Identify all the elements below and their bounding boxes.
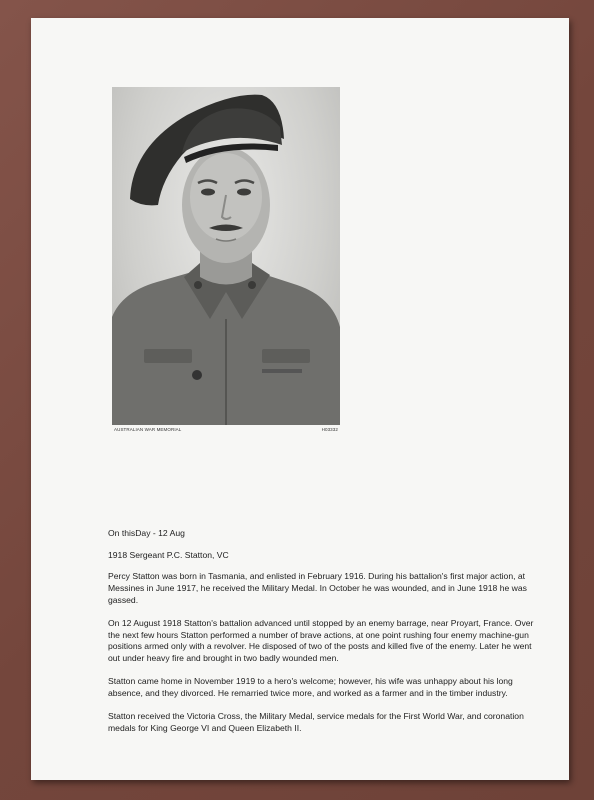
soldier-portrait-icon: [112, 87, 340, 425]
paragraph: Statton came home in November 1919 to a hero's welcome; however, his wife was unhappy about his long absence, and they divorced. He remarried twice more, and worked as a farmer and in the timber industry.: [108, 676, 513, 699]
article-body: [108, 528, 538, 746]
photo-caption: [112, 427, 340, 435]
paragraph: Statton received the Victoria Cross, the Military Medal, service medals for the First World War, and coronation medals for King George VI and Queen Elizabeth II.: [108, 711, 524, 733]
date-line: On thisDay - 12 Aug: [108, 528, 185, 538]
photo-credit: AUSTRALIAN WAR MEMORIAL: [114, 427, 182, 432]
soldier-portrait-photo: [112, 87, 340, 425]
paragraph: Percy Statton was born in Tasmania, and enlisted in February 1916. During his battalion's first major action, at Messines in June 1917, he received the Military Medal. In October he was wounded, and in June 1918 he was gassed.: [108, 571, 527, 605]
paragraph: On 12 August 1918 Statton's battalion advanced until stopped by an enemy barrage, near Proyart, France. Over the next few hours Statton performed a number of brave actions, at one point rushing four enemy machine-gun positions armed only with a revolver. He disposed of two of the posts and killed five of the enemy. Later he went out under heavy fire and brought in two badly wounded men.: [108, 618, 534, 664]
article-title: 1918 Sergeant P.C. Statton, VC: [108, 549, 229, 560]
photo-catalog-number: H03332: [321, 427, 338, 432]
